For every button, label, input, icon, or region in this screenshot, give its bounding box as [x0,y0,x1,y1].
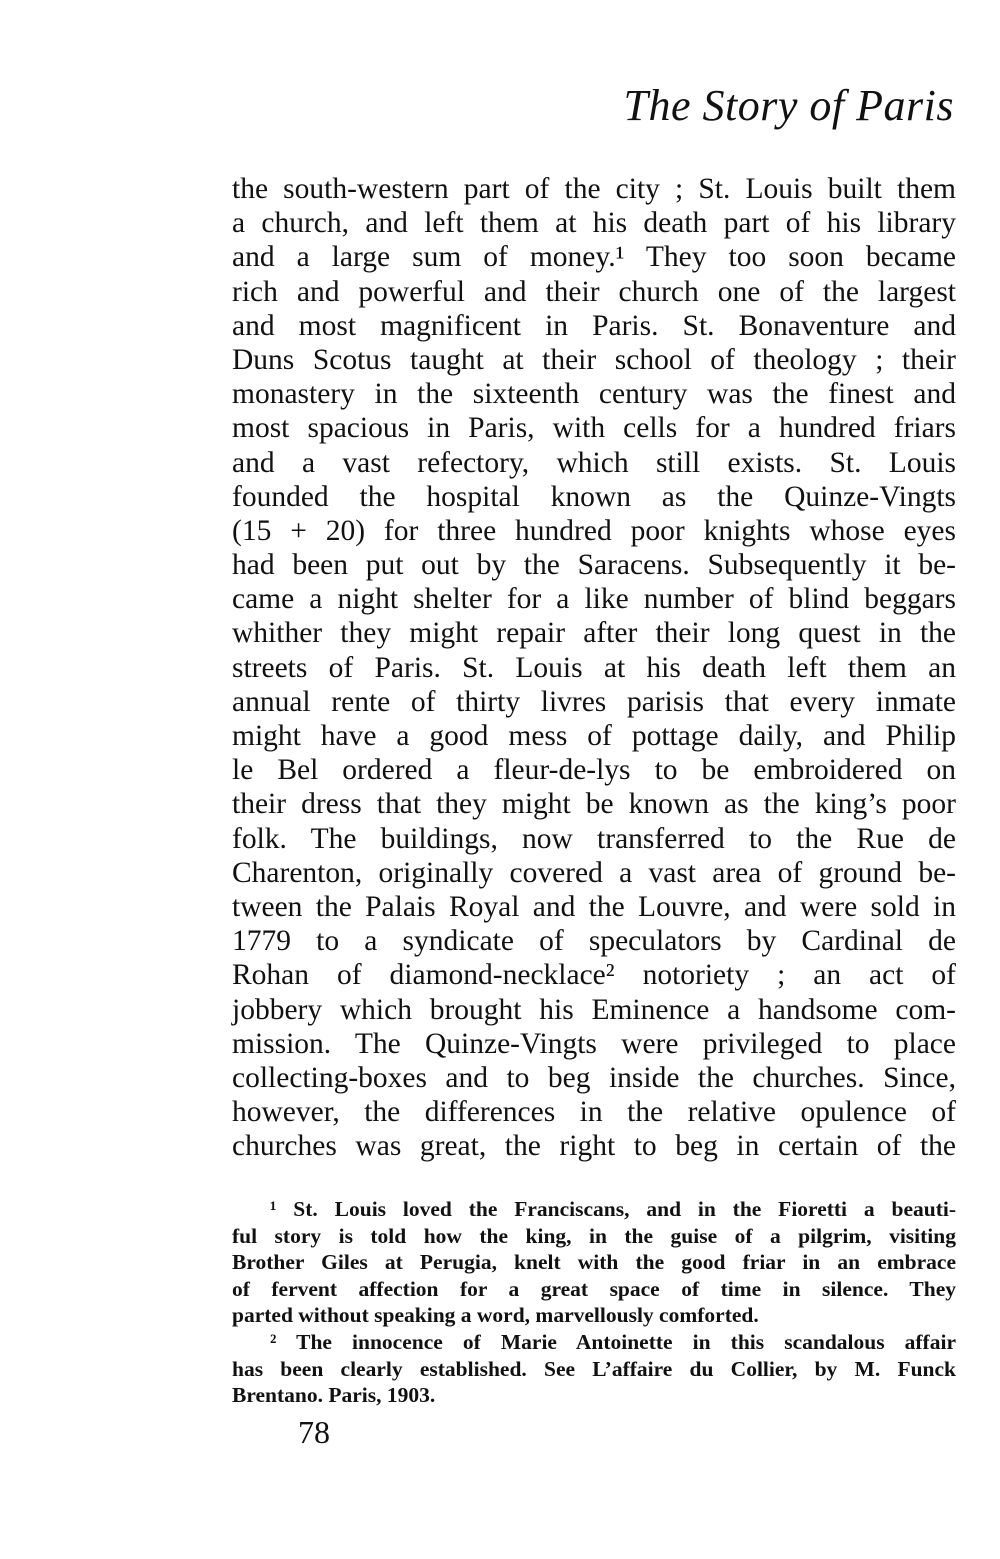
footnotes [232,1196,956,1409]
body-line: founded the hospital known as the Quinze-Vingts [232,480,956,513]
footnote-line: ¹ St. Louis loved the Franciscans, and in the Fioretti a beauti- [270,1197,956,1221]
body-line: le Bel ordered a fleur-de-lys to be embroidered on [232,754,956,787]
body-line: annual rente of thirty livres parisis that every inmate [232,685,956,718]
footnote-line: parted without speaking a word, marvellously comforted. [232,1303,759,1328]
body-line: rich and powerful and their church one of the largest [232,275,956,308]
footnote-line: Brother Giles at Perugia, knelt with the good friar in an embrace [232,1250,956,1275]
body-line: streets of Paris. St. Louis at his death left them an [232,651,956,684]
footnote-line: has been clearly established. See L’affaire du Collier, by M. Funck [232,1356,956,1381]
body-text [232,172,956,1163]
footnote-line: Brentano. Paris, 1903. [232,1383,436,1408]
body-line: (15 + 20) for three hundred poor knights whose eyes [232,514,956,547]
body-line: folk. The buildings, now transferred to the Rue de [232,822,956,855]
body-line: and a large sum of money.¹ They too soon became [232,241,956,274]
body-line: and most magnificent in Paris. St. Bonaventure and [232,309,956,342]
body-line: whither they might repair after their long quest in the [232,617,956,650]
body-line: came a night shelter for a like number of blind beggars [232,583,956,616]
body-line: however, the differences in the relative opulence of [232,1096,956,1129]
body-line: tween the Palais Royal and the Louvre, and were sold in [232,890,956,923]
body-line: jobbery which brought his Eminence a handsome com- [232,993,956,1026]
body-line: had been put out by the Saracens. Subsequently it be- [232,549,956,582]
body-line: monastery in the sixteenth century was the finest and [232,378,956,411]
body-line: Rohan of diamond-necklace² notoriety ; an act of [232,959,956,992]
body-line: most spacious in Paris, with cells for a hundred friars [232,412,956,445]
body-line: Duns Scotus taught at their school of theology ; their [232,343,956,376]
body-line: might have a good mess of pottage daily, and Philip [232,720,956,752]
page-number: 78 [298,1414,330,1450]
running-head: The Story of Paris [623,81,954,130]
footnote-line: ful story is told how the king, in the guise of a pilgrim, visiting [232,1223,956,1248]
body-line: 1779 to a syndicate of speculators by Cardinal de [232,925,956,958]
footnote-line: of fervent affection for a great space of time in silence. They [232,1276,956,1301]
body-line: collecting-boxes and to beg inside the churches. Since, [232,1061,956,1094]
footnote-line: ² The innocence of Marie Antoinette in this scandalous affair [270,1329,956,1354]
body-line: their dress that they might be known as the king’s poor [232,788,956,821]
body-line: churches was great, the right to beg in certain of the [232,1130,956,1163]
body-line: Charenton, originally covered a vast area of ground be- [232,856,956,889]
body-line: a church, and left them at his death part of his library [232,207,956,240]
body-line: and a vast refectory, which still exists. St. Louis [232,446,956,479]
body-line: the south-western part of the city ; St. Louis built them [232,173,956,205]
body-line: mission. The Quinze-Vingts were privileged to place [232,1027,956,1060]
